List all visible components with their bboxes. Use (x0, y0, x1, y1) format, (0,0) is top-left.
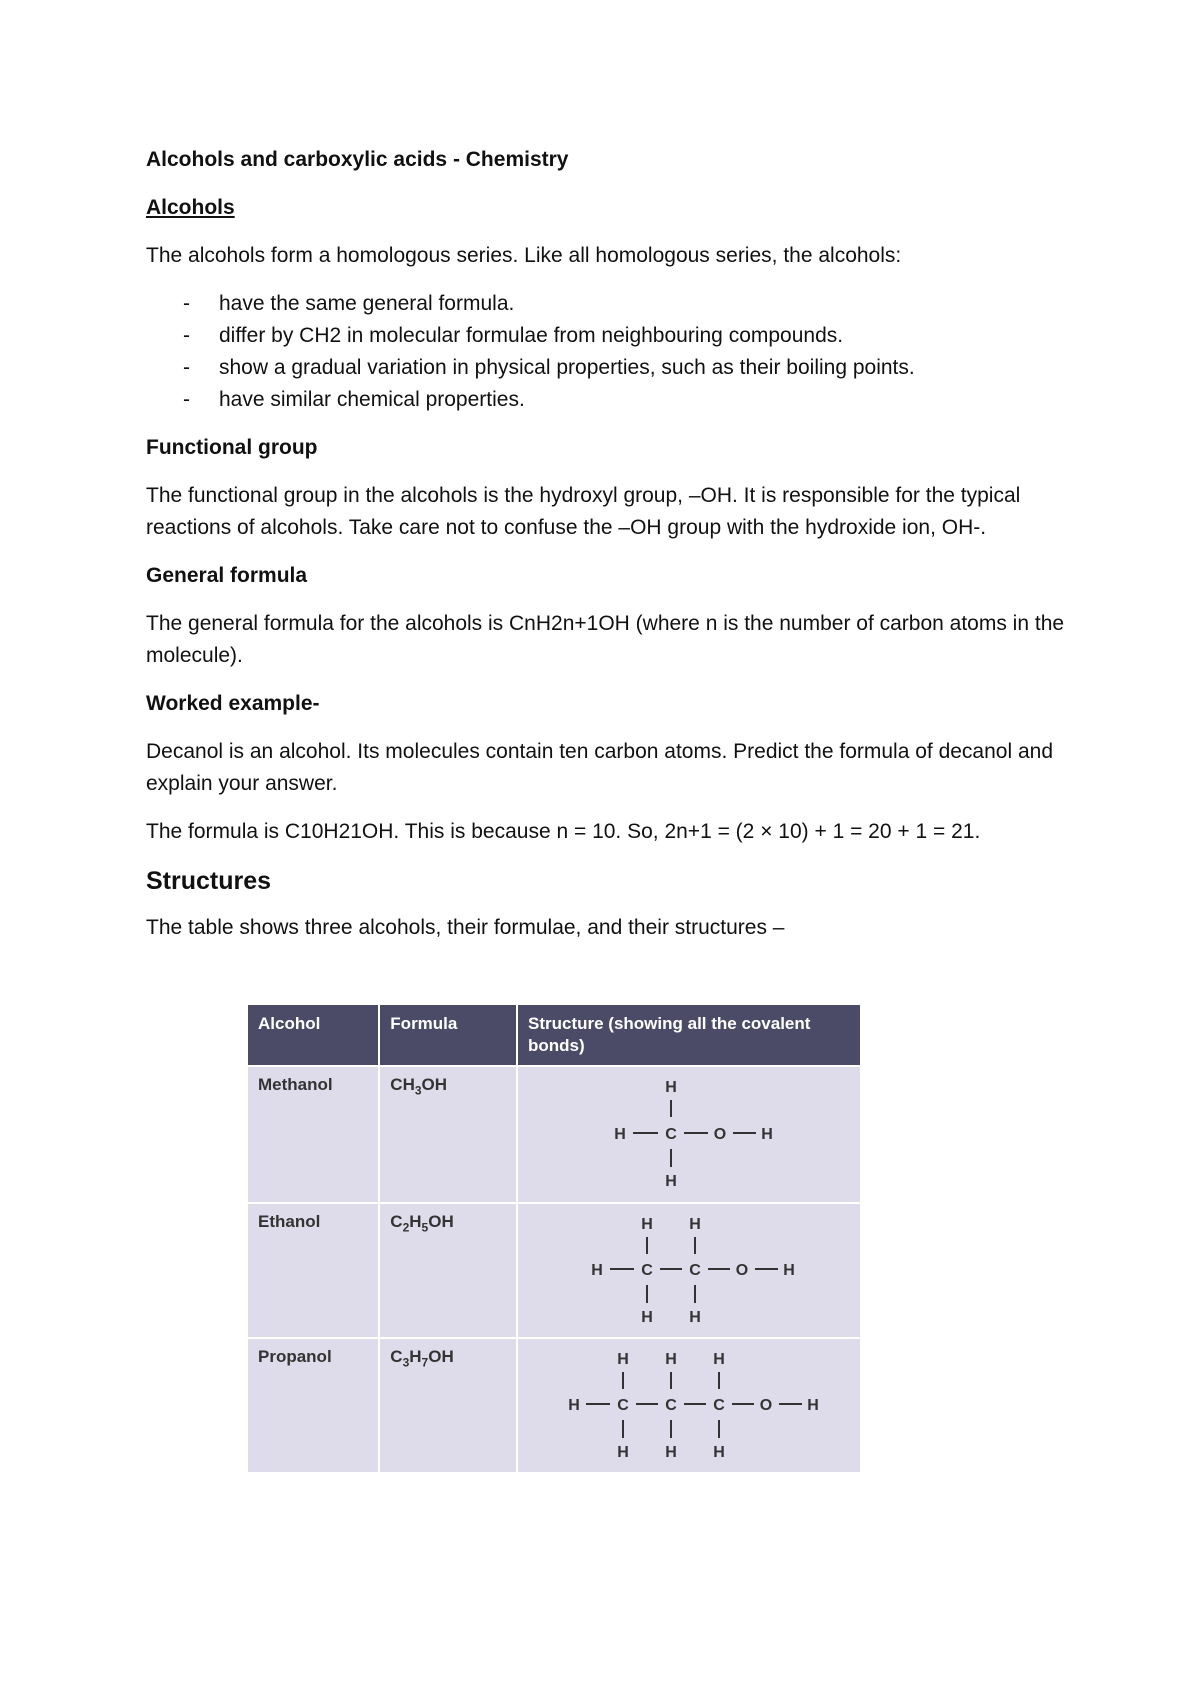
list-item-text: have the same general formula. (219, 292, 515, 315)
methanol-structure-diagram (518, 1067, 860, 1197)
atom-h: H (689, 1309, 701, 1326)
structure-cell (518, 1204, 860, 1337)
ethanol-structure-diagram (518, 1204, 860, 1332)
alcohol-name: Methanol (248, 1067, 378, 1202)
bullet-dash: - (183, 356, 190, 379)
alcohol-formula: $CH_3OH$ (380, 1067, 516, 1202)
structure-cell (518, 1067, 860, 1202)
table-header-row (248, 1005, 860, 1065)
atom-c: C (641, 1262, 653, 1279)
column-header-structure: Structure (showing all the covalent bonds) (518, 1005, 860, 1065)
structures-paragraph: The table shows three alcohols, their formulae, and their structures – (146, 916, 785, 939)
atom-h: H (641, 1309, 653, 1326)
bullet-dash: - (183, 388, 190, 411)
section-heading-alcohols: Alcohols (146, 196, 235, 219)
list-item-text: differ by CH2 in molecular formulae from neighbouring compounds. (219, 324, 844, 347)
atom-h: H (783, 1262, 795, 1279)
intro-paragraph: The alcohols form a homologous series. Like all homologous series, the alcohols: (146, 244, 902, 267)
properties-list (146, 288, 1066, 416)
atom-h: H (713, 1351, 725, 1368)
alcohols-table-figure (246, 1003, 862, 1474)
list-item (146, 288, 1066, 320)
atom-h: H (761, 1126, 773, 1143)
alcohols-table (246, 1003, 862, 1474)
column-header-alcohol: Alcohol (248, 1005, 378, 1065)
worked-example-question: Decanol is an alcohol. Its molecules contain ten carbon atoms. Predict the formula of decanol and explain your answer. (146, 740, 1054, 795)
heading-general-formula: General formula (146, 564, 308, 587)
atom-c: C (713, 1397, 725, 1414)
atom-o: O (759, 1397, 773, 1414)
list-item-text: have similar chemical properties. (219, 388, 525, 411)
document-body (146, 144, 1066, 960)
heading-functional-group: Functional group (146, 436, 318, 459)
table-row (248, 1339, 860, 1472)
table-row (248, 1067, 860, 1202)
atom-h: H (689, 1216, 701, 1233)
alcohol-formula: $C_2H_5OH$ (380, 1204, 516, 1337)
atom-h: H (568, 1397, 580, 1414)
atom-h: H (641, 1216, 653, 1233)
atom-h: H (617, 1351, 629, 1368)
list-item (146, 352, 1066, 384)
atom-o: O (735, 1262, 749, 1279)
atom-c: C (665, 1126, 677, 1143)
heading-worked-example: Worked example- (146, 692, 320, 715)
atom-o: O (713, 1126, 727, 1143)
bullet-dash: - (183, 292, 190, 315)
alcohol-name: Ethanol (248, 1204, 378, 1337)
structure-cell (518, 1339, 860, 1472)
heading-structures: Structures (146, 867, 272, 895)
atom-h: H (665, 1079, 677, 1096)
atom-h: H (665, 1444, 677, 1461)
general-formula-paragraph: The general formula for the alcohols is CnH2n+1OH (where n is the number of carbon atoms in the molecule). (146, 612, 1065, 667)
list-item (146, 320, 1066, 352)
alcohol-formula: $C_3H_7OH$ (380, 1339, 516, 1472)
atom-c: C (665, 1397, 677, 1414)
atom-h: H (617, 1444, 629, 1461)
worked-example-answer: The formula is C10H21OH. This is because n = 10. So, 2n+1 = (2 × 10) + 1 = 20 + 1 = 21. (146, 820, 981, 843)
atom-c: C (689, 1262, 701, 1279)
atom-h: H (614, 1126, 626, 1143)
atom-h: H (665, 1173, 677, 1190)
list-item (146, 384, 1066, 416)
alcohol-name: Propanol (248, 1339, 378, 1472)
atom-c: C (617, 1397, 629, 1414)
atom-h: H (591, 1262, 603, 1279)
table-row (248, 1204, 860, 1337)
column-header-formula: Formula (380, 1005, 516, 1065)
atom-h: H (665, 1351, 677, 1368)
atom-h: H (713, 1444, 725, 1461)
propanol-structure-diagram (518, 1339, 860, 1467)
document-title: Alcohols and carboxylic acids - Chemistry (146, 148, 569, 171)
list-item-text: show a gradual variation in physical properties, such as their boiling points. (219, 356, 915, 379)
functional-group-paragraph: The functional group in the alcohols is the hydroxyl group, –OH. It is responsible for the typical reactions of alcohols. Take care not to confuse the –OH group with the hydroxide ion, OH-. (146, 484, 1021, 539)
atom-h: H (807, 1397, 819, 1414)
bullet-dash: - (183, 324, 190, 347)
